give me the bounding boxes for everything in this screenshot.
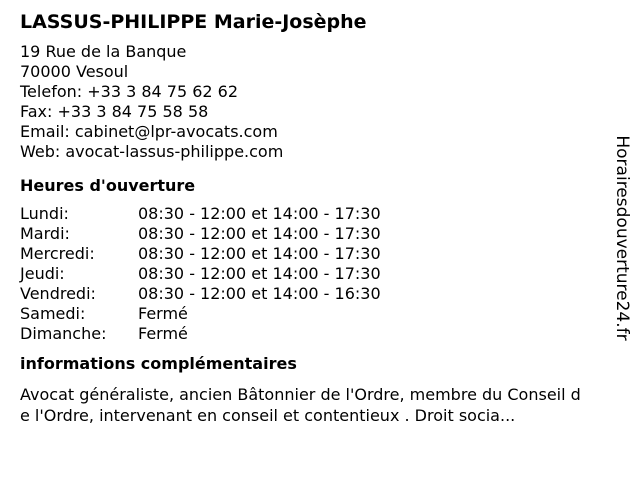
address-street: 19 Rue de la Banque xyxy=(20,42,187,61)
hours-day: Samedi: xyxy=(20,304,86,323)
hours-value: 08:30 - 12:00 et 14:00 - 16:30 xyxy=(138,284,381,303)
hours-day: Jeudi: xyxy=(20,264,65,283)
hours-row-saturday xyxy=(20,304,600,324)
hours-row-wednesday xyxy=(20,244,600,264)
hours-day: Mercredi: xyxy=(20,244,95,263)
email-address: Email: cabinet@lpr-avocats.com xyxy=(20,122,278,141)
contact-block xyxy=(20,42,600,162)
hours-row-tuesday xyxy=(20,224,600,244)
hours-row-friday xyxy=(20,284,600,304)
hours-value: 08:30 - 12:00 et 14:00 - 17:30 xyxy=(138,204,381,223)
hours-row-monday xyxy=(20,204,600,224)
hours-table xyxy=(20,204,600,344)
fax-number: Fax: +33 3 84 75 58 58 xyxy=(20,102,209,121)
hours-row-thursday xyxy=(20,264,600,284)
info-description: Avocat généraliste, ancien Bâtonnier de l'Ordre, membre du Conseil de l'Ordre, intervenant en conseil et contentieux . Droit socia... xyxy=(20,385,581,425)
hours-value: 08:30 - 12:00 et 14:00 - 17:30 xyxy=(138,244,381,263)
hours-row-sunday xyxy=(20,324,600,344)
business-card xyxy=(20,10,600,426)
hours-value: 08:30 - 12:00 et 14:00 - 17:30 xyxy=(138,264,381,283)
hours-value: Fermé xyxy=(138,304,188,323)
page-title: LASSUS-PHILIPPE Marie-Josèphe xyxy=(20,11,367,33)
website: Web: avocat-lassus-philippe.com xyxy=(20,142,284,161)
address-city: 70000 Vesoul xyxy=(20,62,129,81)
hours-day: Vendredi: xyxy=(20,284,96,303)
hours-heading: Heures d'ouverture xyxy=(20,176,196,195)
hours-value: 08:30 - 12:00 et 14:00 - 17:30 xyxy=(138,224,381,243)
phone-number: Telefon: +33 3 84 75 62 62 xyxy=(20,82,239,101)
info-heading: informations complémentaires xyxy=(20,354,297,373)
hours-value: Fermé xyxy=(138,324,188,343)
hours-day: Mardi: xyxy=(20,224,70,243)
hours-day: Dimanche: xyxy=(20,324,107,343)
watermark-text: Horairesdouverture24.fr xyxy=(612,135,632,341)
hours-day: Lundi: xyxy=(20,204,69,223)
